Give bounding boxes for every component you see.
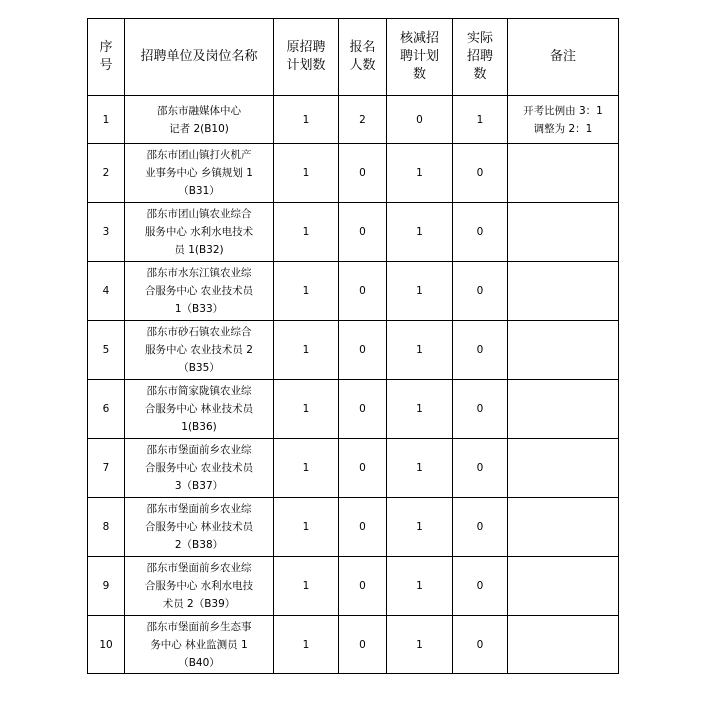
table-row [88, 262, 619, 321]
cell-orig-plan: 1 [274, 96, 339, 144]
header-note: 备注 [508, 19, 619, 96]
cell-note [508, 498, 619, 557]
cell-actual: 0 [453, 144, 508, 203]
cell-seq: 10 [88, 616, 125, 674]
cell-applicants: 0 [339, 616, 387, 674]
cell-note: 开考比例由 3：1 调整为 2：1 [508, 96, 619, 144]
cell-unit: 邵东市简家陇镇农业综 合服务中心 林业技术员 1(B36) [125, 380, 274, 439]
cell-seq: 7 [88, 439, 125, 498]
cell-reduce: 1 [387, 380, 453, 439]
cell-unit: 邵东市水东江镇农业综 合服务中心 农业技术员 1（B33） [125, 262, 274, 321]
cell-applicants: 0 [339, 203, 387, 262]
cell-unit: 邵东市堡面前乡农业综 合服务中心 林业技术员 2（B38） [125, 498, 274, 557]
cell-actual: 0 [453, 262, 508, 321]
cell-applicants: 0 [339, 498, 387, 557]
cell-applicants: 2 [339, 96, 387, 144]
cell-reduce: 1 [387, 498, 453, 557]
cell-note [508, 321, 619, 380]
header-actual: 实际 招聘 数 [453, 19, 508, 96]
cell-seq: 8 [88, 498, 125, 557]
header-seq: 序 号 [88, 19, 125, 96]
table-body [88, 96, 619, 674]
cell-applicants: 0 [339, 262, 387, 321]
cell-applicants: 0 [339, 557, 387, 616]
cell-orig-plan: 1 [274, 439, 339, 498]
cell-actual: 0 [453, 321, 508, 380]
header-unit: 招聘单位及岗位名称 [125, 19, 274, 96]
cell-reduce: 1 [387, 144, 453, 203]
cell-seq: 2 [88, 144, 125, 203]
cell-orig-plan: 1 [274, 616, 339, 674]
cell-seq: 5 [88, 321, 125, 380]
table-row [88, 498, 619, 557]
cell-orig-plan: 1 [274, 144, 339, 203]
cell-actual: 0 [453, 380, 508, 439]
cell-reduce: 1 [387, 262, 453, 321]
cell-reduce: 1 [387, 616, 453, 674]
cell-note [508, 616, 619, 674]
header-applicants: 报名 人数 [339, 19, 387, 96]
cell-seq: 4 [88, 262, 125, 321]
cell-orig-plan: 1 [274, 557, 339, 616]
cell-reduce: 1 [387, 321, 453, 380]
cell-applicants: 0 [339, 144, 387, 203]
cell-note [508, 203, 619, 262]
cell-reduce: 1 [387, 203, 453, 262]
cell-note [508, 380, 619, 439]
cell-unit: 邵东市团山镇农业综合 服务中心 水利水电技术 员 1(B32) [125, 203, 274, 262]
table-row [88, 203, 619, 262]
table-row [88, 144, 619, 203]
cell-unit: 邵东市堡面前乡生态事 务中心 林业监测员 1 （B40） [125, 616, 274, 674]
cell-unit: 邵东市堡面前乡农业综 合服务中心 农业技术员 3（B37） [125, 439, 274, 498]
cell-unit: 邵东市团山镇打火机产 业事务中心 乡镇规划 1 （B31） [125, 144, 274, 203]
cell-note [508, 557, 619, 616]
cell-seq: 9 [88, 557, 125, 616]
cell-actual: 1 [453, 96, 508, 144]
cell-orig-plan: 1 [274, 321, 339, 380]
cell-actual: 0 [453, 439, 508, 498]
cell-actual: 0 [453, 203, 508, 262]
header-reduce: 核减招 聘计划 数 [387, 19, 453, 96]
cell-seq: 6 [88, 380, 125, 439]
cell-reduce: 1 [387, 557, 453, 616]
cell-actual: 0 [453, 616, 508, 674]
cell-seq: 3 [88, 203, 125, 262]
cell-note [508, 144, 619, 203]
cell-reduce: 1 [387, 439, 453, 498]
cell-applicants: 0 [339, 439, 387, 498]
table-row [88, 96, 619, 144]
cell-note [508, 262, 619, 321]
table-row [88, 557, 619, 616]
cell-orig-plan: 1 [274, 498, 339, 557]
header-orig-plan: 原招聘 计划数 [274, 19, 339, 96]
header-row [88, 19, 619, 96]
cell-note [508, 439, 619, 498]
cell-unit: 邵东市砂石镇农业综合 服务中心 农业技术员 2 （B35） [125, 321, 274, 380]
cell-seq: 1 [88, 96, 125, 144]
table-row [88, 380, 619, 439]
cell-reduce: 0 [387, 96, 453, 144]
cell-orig-plan: 1 [274, 262, 339, 321]
recruitment-table [87, 18, 619, 674]
cell-actual: 0 [453, 498, 508, 557]
cell-unit: 邵东市堡面前乡农业综 合服务中心 水利水电技 术员 2（B39） [125, 557, 274, 616]
cell-applicants: 0 [339, 380, 387, 439]
table-row [88, 616, 619, 674]
cell-applicants: 0 [339, 321, 387, 380]
table-header [88, 19, 619, 96]
table-row [88, 439, 619, 498]
cell-unit: 邵东市融媒体中心 记者 2(B10) [125, 96, 274, 144]
cell-actual: 0 [453, 557, 508, 616]
cell-orig-plan: 1 [274, 380, 339, 439]
cell-orig-plan: 1 [274, 203, 339, 262]
table-row [88, 321, 619, 380]
